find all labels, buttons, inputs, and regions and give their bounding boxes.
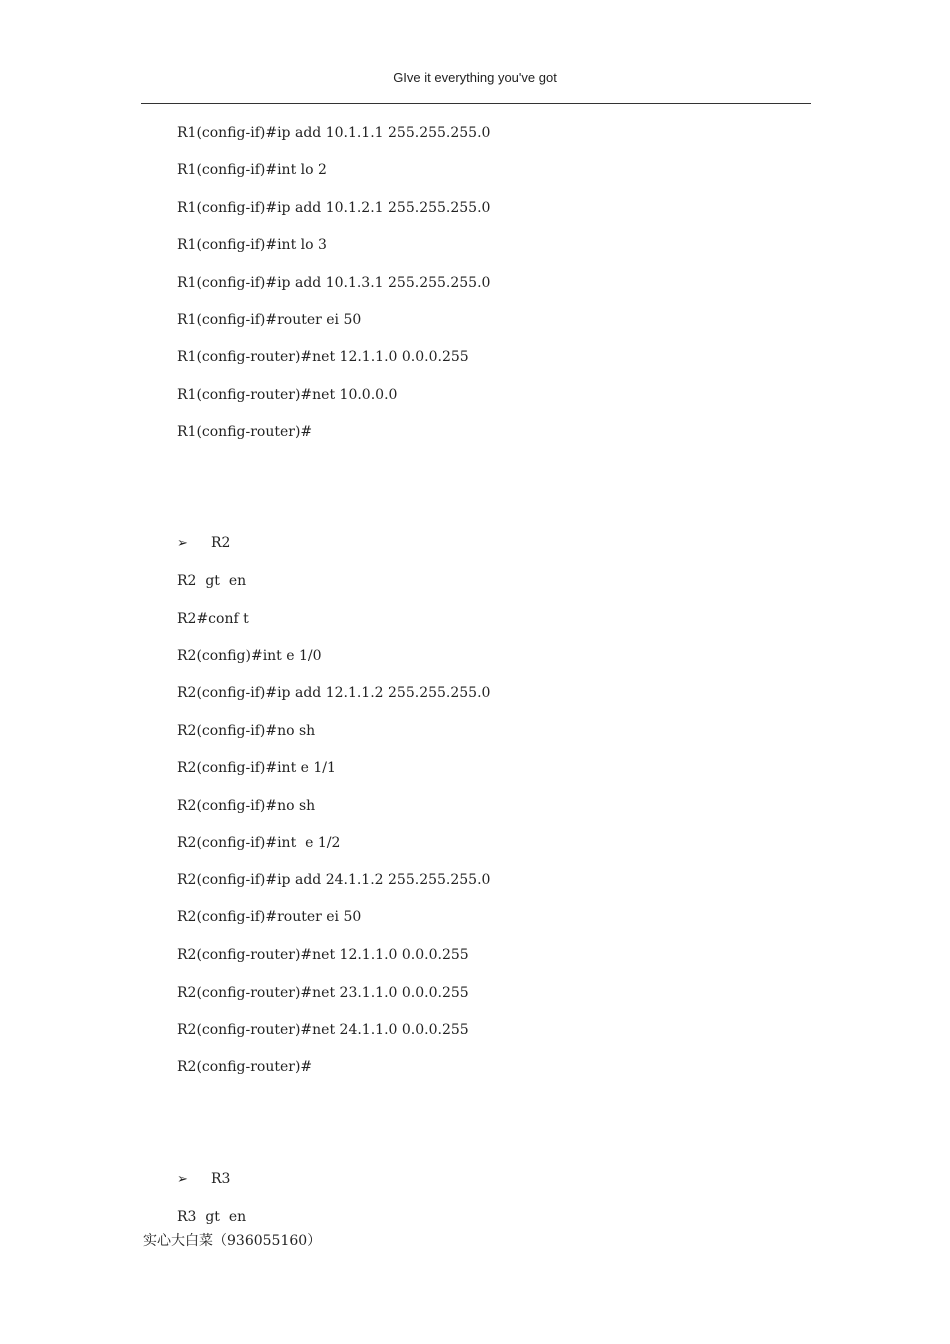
code-line: R1(config-router)#net 12.1.1.0 0.0.0.255 [177,349,469,365]
code-line: R2#conf t [177,611,249,627]
code-line: R1(config-if)#ip add 10.1.3.1 255.255.255.0 [177,275,491,291]
code-line: R1(config-if)#router ei 50 [177,312,362,328]
code-line: R2(config-if)#ip add 12.1.1.2 255.255.255.0 [177,685,491,701]
section-title: R2 [211,535,231,551]
section-heading-r2 [177,535,230,551]
code-line: R2(config-if)#ip add 24.1.1.2 255.255.255.0 [177,872,491,888]
code-line: R2(config-router)#net 23.1.1.0 0.0.0.255 [177,985,469,1001]
page-footer: 实心大白菜（936055160） [143,1233,322,1249]
section-title: R3 [211,1171,231,1187]
code-line: R1(config-router)# [177,424,313,440]
code-line: R2(config-if)#int e 1/1 [177,760,336,776]
code-line: R2(config-if)#router ei 50 [177,909,362,925]
code-line: R2(config-router)#net 24.1.1.0 0.0.0.255 [177,1022,469,1038]
code-line: R2(config-router)# [177,1059,313,1075]
code-line: R3 gt en [177,1209,247,1225]
code-line: R1(config-if)#int lo 3 [177,237,327,253]
code-line: R2(config-if)#no sh [177,723,316,739]
code-line: R1(config-if)#ip add 10.1.1.1 255.255.255.0 [177,125,491,141]
code-line: R2(config-router)#net 12.1.1.0 0.0.0.255 [177,947,469,963]
code-line: R2(config-if)#no sh [177,798,316,814]
code-line: R1(config-if)#int lo 2 [177,162,327,178]
page-header-title: GIve it everything you've got [393,70,557,85]
header-divider [141,103,811,104]
code-line: R2(config)#int e 1/0 [177,648,322,664]
code-line: R2(config-if)#int e 1/2 [177,835,341,851]
arrow-bullet-icon: ➢ [177,536,188,551]
section-heading-r3 [177,1171,230,1187]
code-line: R1(config-router)#net 10.0.0.0 [177,387,398,403]
arrow-bullet-icon: ➢ [177,1172,188,1187]
code-line: R1(config-if)#ip add 10.1.2.1 255.255.255.0 [177,200,491,216]
code-line: R2 gt en [177,573,247,589]
